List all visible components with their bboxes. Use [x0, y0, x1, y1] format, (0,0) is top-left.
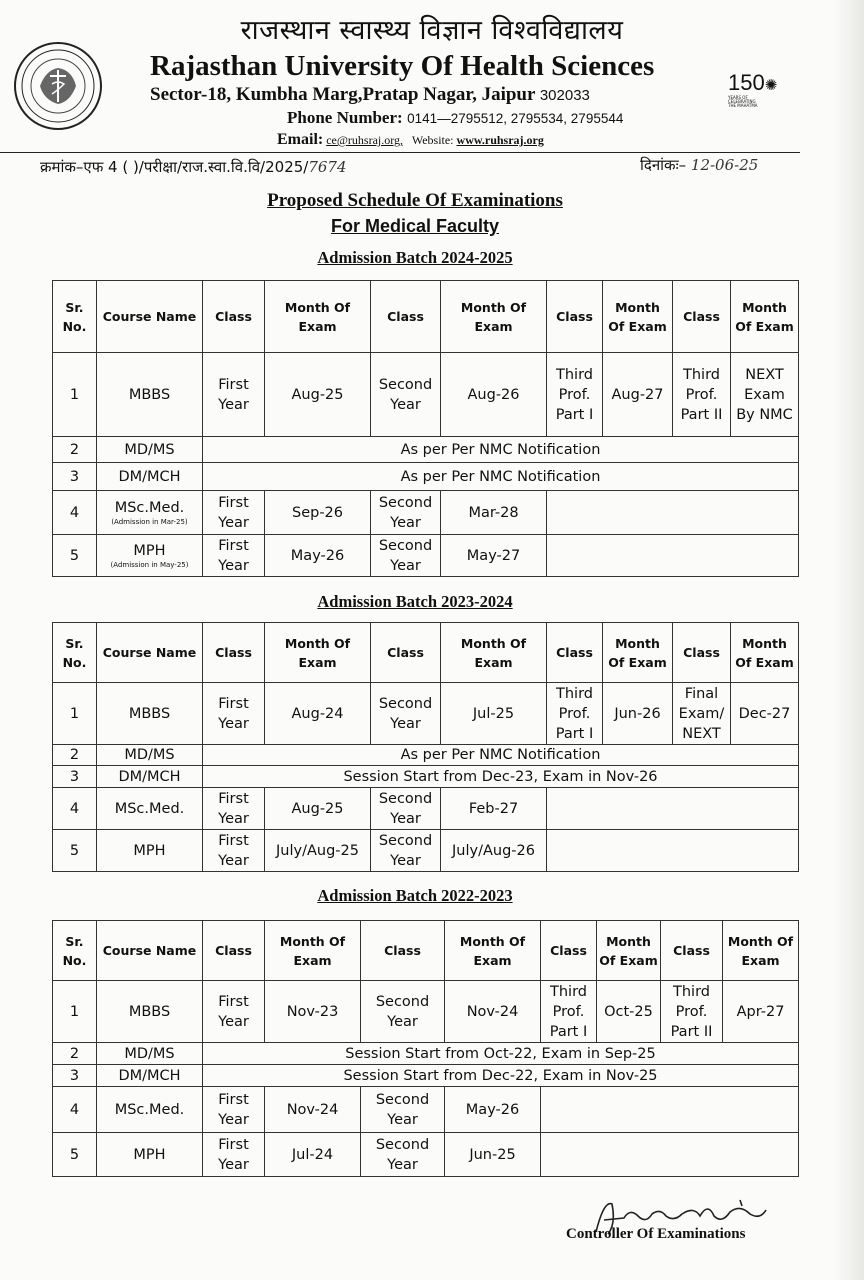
cell-note: As per Per NMC Notification	[203, 437, 799, 463]
cell-empty	[547, 535, 799, 577]
university-address	[150, 84, 590, 106]
cell-class: Second Year	[361, 1133, 445, 1177]
table-header-row	[53, 921, 799, 981]
cell-class: First Year	[203, 353, 265, 437]
header-course: Course Name	[97, 623, 203, 683]
header-month: Month Of Exam	[731, 623, 799, 683]
cell-class: First Year	[203, 830, 265, 872]
header-class: Class	[661, 921, 723, 981]
cell-course: MPH	[97, 830, 203, 872]
header-month: Month Of Exam	[597, 921, 661, 981]
university-name-english: Rajasthan University Of Health Sciences	[150, 50, 655, 82]
table-header-row	[53, 281, 799, 353]
schedule-table	[52, 920, 799, 1177]
university-seal-logo	[12, 40, 104, 132]
cell-note: Session Start from Oct-22, Exam in Sep-25	[203, 1043, 799, 1065]
website-link[interactable]: www.ruhsraj.org	[456, 133, 544, 147]
course-name: MPH	[133, 543, 166, 559]
header-class: Class	[547, 623, 603, 683]
header-sr: Sr. No.	[53, 623, 97, 683]
cell-sr: 4	[53, 1087, 97, 1133]
header-class: Class	[371, 281, 441, 353]
table-row	[53, 437, 799, 463]
cell-course: MBBS	[97, 683, 203, 745]
batch-title: Admission Batch 2022-2023	[317, 886, 513, 905]
header-course: Course Name	[97, 281, 203, 353]
cell-course: MSc.Med.	[97, 1087, 203, 1133]
cell-class: Second Year	[361, 981, 445, 1043]
course-admission-note: (Admission in Mar-25)	[111, 518, 188, 526]
cell-month: Nov-24	[265, 1087, 361, 1133]
header-class: Class	[371, 623, 441, 683]
cell-sr: 4	[53, 491, 97, 535]
header-month: Month Of Exam	[603, 623, 673, 683]
table-row	[53, 1087, 799, 1133]
cell-course: MD/MS	[97, 1043, 203, 1065]
cell-sr: 1	[53, 981, 97, 1043]
cell-class: Third Prof. Part I	[547, 683, 603, 745]
cell-sr: 2	[53, 1043, 97, 1065]
cell-class: Second Year	[371, 830, 441, 872]
anniversary-caption: YEARS OF CELEBRATING THE MAHATMA	[728, 95, 758, 108]
cell-class: Second Year	[371, 788, 441, 830]
address-pin: 302033	[539, 87, 590, 104]
cell-empty	[541, 1087, 799, 1133]
batch-title: Admission Batch 2023-2024	[317, 592, 513, 611]
cell-month: Mar-28	[441, 491, 547, 535]
cell-course: MD/MS	[97, 745, 203, 766]
cell-class: Second Year	[371, 353, 441, 437]
header-class: Class	[673, 623, 731, 683]
cell-class: Second Year	[371, 491, 441, 535]
cell-class: First Year	[203, 535, 265, 577]
cell-month: Nov-23	[265, 981, 361, 1043]
cell-class: First Year	[203, 683, 265, 745]
cell-month: May-26	[265, 535, 371, 577]
cell-month: Sep-26	[265, 491, 371, 535]
cell-class: Third Prof. Part II	[673, 353, 731, 437]
reference-prefix: क्रमांक–एफ 4 ( )/परीक्षा/राज.स्वा.वि.वि/2025/	[40, 158, 309, 176]
header-class: Class	[361, 921, 445, 981]
table-row	[53, 830, 799, 872]
phone-label: Phone Number:	[287, 108, 403, 127]
header-class: Class	[547, 281, 603, 353]
reference-number	[40, 157, 347, 177]
signature-designation: Controller Of Examinations	[566, 1226, 746, 1242]
table-row	[53, 491, 799, 535]
cell-class: First Year	[203, 1133, 265, 1177]
header-course: Course Name	[97, 921, 203, 981]
cell-month: May-27	[441, 535, 547, 577]
cell-course	[97, 535, 203, 577]
cell-course: MBBS	[97, 353, 203, 437]
cell-month: Dec-27	[731, 683, 799, 745]
header-class: Class	[203, 281, 265, 353]
website-label: Website:	[411, 133, 454, 147]
charkha-icon: ✺	[764, 76, 778, 94]
cell-course: MBBS	[97, 981, 203, 1043]
cell-class: First Year	[203, 981, 265, 1043]
header-month: Month Of Exam	[603, 281, 673, 353]
document-subtitle: For Medical Faculty	[330, 216, 500, 236]
cell-sr: 5	[53, 830, 97, 872]
cell-month: July/Aug-26	[441, 830, 547, 872]
cell-class: First Year	[203, 788, 265, 830]
header-month: Month Of Exam	[265, 623, 371, 683]
contact-line	[277, 131, 544, 149]
cell-class: Second Year	[371, 535, 441, 577]
phone-numbers: 0141—2795512, 2795534, 2795544	[407, 111, 624, 126]
course-name: MSc.Med.	[114, 500, 185, 516]
date-label: दिनांकः–	[640, 156, 687, 174]
cell-month: Jul-25	[441, 683, 547, 745]
header-class: Class	[203, 921, 265, 981]
document-title: Proposed Schedule Of Examinations	[267, 190, 563, 211]
cell-empty	[547, 830, 799, 872]
cell-sr: 1	[53, 683, 97, 745]
page-edge-shadow	[834, 0, 864, 1280]
header-month: Month Of Exam	[445, 921, 541, 981]
header-sr: Sr. No.	[53, 921, 97, 981]
header-class: Class	[203, 623, 265, 683]
email-label: Email:	[277, 131, 324, 148]
phone-line	[287, 108, 623, 128]
cell-month: NEXT Exam By NMC	[731, 353, 799, 437]
cell-class: Final Exam/ NEXT	[673, 683, 731, 745]
cell-note: As per Per NMC Notification	[203, 463, 799, 491]
cell-month: July/Aug-25	[265, 830, 371, 872]
cell-course: DM/MCH	[97, 1065, 203, 1087]
letterhead-divider	[0, 152, 800, 153]
cell-month: Aug-26	[441, 353, 547, 437]
table-row	[53, 745, 799, 766]
reference-number-handwritten: 7674	[308, 158, 347, 176]
batch-title: Admission Batch 2024-2025	[317, 248, 513, 267]
course-admission-note: (Admission in May-25)	[110, 561, 189, 569]
cell-course: MD/MS	[97, 437, 203, 463]
cell-sr: 2	[53, 745, 97, 766]
cell-course: DM/MCH	[97, 766, 203, 788]
cell-month: Nov-24	[445, 981, 541, 1043]
table-row	[53, 766, 799, 788]
anniversary-emblem	[728, 70, 778, 110]
table-row	[53, 353, 799, 437]
anniversary-number: 150	[728, 70, 765, 95]
cell-class: First Year	[203, 491, 265, 535]
header-sr: Sr. No.	[53, 281, 97, 353]
header-month: Month Of Exam	[265, 281, 371, 353]
table-row	[53, 463, 799, 491]
cell-sr: 4	[53, 788, 97, 830]
cell-sr: 3	[53, 766, 97, 788]
cell-month: Jul-24	[265, 1133, 361, 1177]
cell-class: First Year	[203, 1087, 265, 1133]
cell-sr: 3	[53, 1065, 97, 1087]
cell-course: DM/MCH	[97, 463, 203, 491]
cell-month: Feb-27	[441, 788, 547, 830]
cell-sr: 2	[53, 437, 97, 463]
header-month: Month Of Exam	[723, 921, 799, 981]
cell-class: Second Year	[361, 1087, 445, 1133]
cell-course: MPH	[97, 1133, 203, 1177]
cell-class: Third Prof. Part I	[547, 353, 603, 437]
cell-month: Aug-25	[265, 353, 371, 437]
email-link[interactable]: ce@ruhsraj.org,	[326, 133, 404, 147]
header-class: Class	[541, 921, 597, 981]
cell-month: Jun-26	[603, 683, 673, 745]
header-month: Month Of Exam	[731, 281, 799, 353]
table-row	[53, 1133, 799, 1177]
cell-class: Third Prof. Part II	[661, 981, 723, 1043]
cell-sr: 1	[53, 353, 97, 437]
table-row	[53, 535, 799, 577]
cell-empty	[547, 788, 799, 830]
table-row	[53, 981, 799, 1043]
schedule-table	[52, 280, 799, 577]
table-header-row	[53, 623, 799, 683]
university-name-hindi: राजस्थान स्वास्थ्य विज्ञान विश्वविद्यालय	[240, 15, 624, 46]
cell-month: May-26	[445, 1087, 541, 1133]
date-handwritten: 12-06-25	[690, 156, 759, 174]
table-row	[53, 788, 799, 830]
table-row	[53, 1065, 799, 1087]
cell-empty	[541, 1133, 799, 1177]
cell-course	[97, 491, 203, 535]
cell-sr: 5	[53, 1133, 97, 1177]
cell-class: Third Prof. Part I	[541, 981, 597, 1043]
cell-month: Apr-27	[723, 981, 799, 1043]
header-month: Month Of Exam	[265, 921, 361, 981]
header-class: Class	[673, 281, 731, 353]
cell-month: Jun-25	[445, 1133, 541, 1177]
cell-month: Aug-24	[265, 683, 371, 745]
cell-sr: 3	[53, 463, 97, 491]
cell-month: Aug-27	[603, 353, 673, 437]
header-month: Month Of Exam	[441, 281, 547, 353]
header-month: Month Of Exam	[441, 623, 547, 683]
cell-empty	[547, 491, 799, 535]
table-row	[53, 1043, 799, 1065]
table-row	[53, 683, 799, 745]
schedule-table	[52, 622, 799, 872]
letter-date	[640, 155, 758, 175]
cell-month: Aug-25	[265, 788, 371, 830]
cell-month: Oct-25	[597, 981, 661, 1043]
cell-course: MSc.Med.	[97, 788, 203, 830]
cell-class: Second Year	[371, 683, 441, 745]
address-text: Sector-18, Kumbha Marg,Pratap Nagar, Jaipur	[150, 84, 536, 105]
cell-sr: 5	[53, 535, 97, 577]
cell-note: Session Start from Dec-23, Exam in Nov-26	[203, 766, 799, 788]
cell-note: Session Start from Dec-22, Exam in Nov-25	[203, 1065, 799, 1087]
cell-note: As per Per NMC Notification	[203, 745, 799, 766]
